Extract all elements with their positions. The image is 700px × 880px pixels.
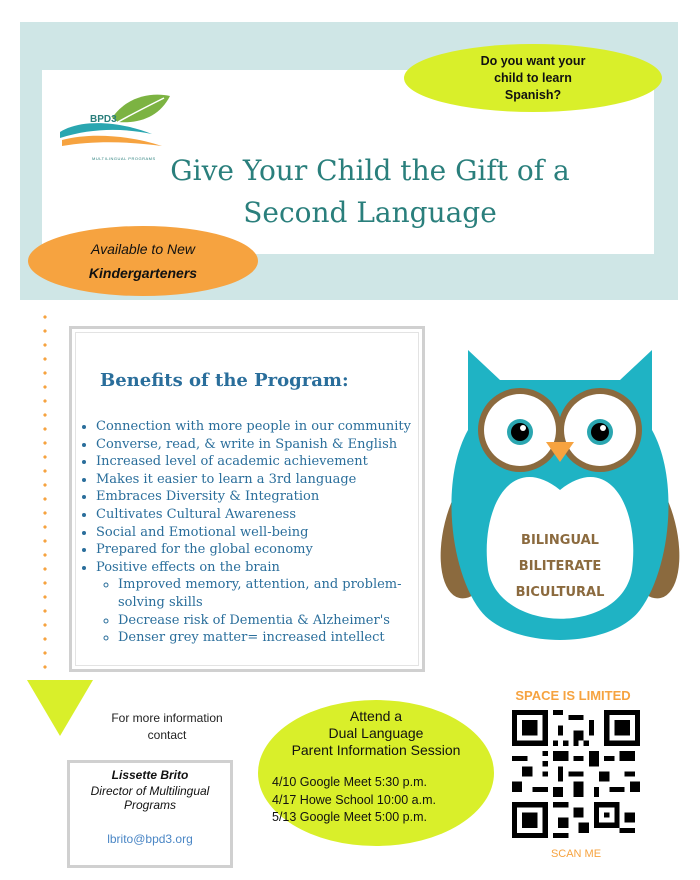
benefit-item: • Embraces Diversity & Integration [96, 488, 446, 506]
title-line1: Give Your Child the Gift of a [170, 154, 570, 187]
owl-line3: BICULTURAL [515, 585, 605, 600]
title-line2: Second Language [243, 196, 497, 229]
session-title [258, 708, 494, 759]
contact-email-link[interactable]: lbrito@bpd3.org [107, 832, 193, 846]
session-line2: Dual Language [328, 725, 424, 741]
scan-me-caption: SCAN ME [550, 848, 602, 860]
space-limited-heading: SPACE IS LIMITED [515, 688, 631, 703]
availability-bubble [28, 226, 258, 296]
session-dates [272, 774, 436, 827]
benefit-subitem: ◦ Decrease risk of Dementia & Alzheimer's [118, 612, 446, 630]
dotted-line [41, 310, 49, 670]
contact-intro: For more information contact [111, 711, 223, 742]
logo-tagline: MULTILINGUAL PROGRAMS [92, 156, 156, 161]
owl-line2: BILITERATE [518, 559, 602, 574]
benefit-item: • Cultivates Cultural Awareness [96, 506, 446, 524]
benefit-subitem: ◦ Denser grey matter= increased intellect [118, 629, 446, 647]
contact-role: Director of Multilingual Programs [90, 784, 210, 812]
session-line3: Parent Information Session [291, 742, 461, 758]
benefit-item: • Connection with more people in our community [96, 418, 446, 436]
session-date: 5/13 Google Meet 5:00 p.m. [272, 810, 427, 824]
benefit-item: • Makes it easier to learn a 3rd language [96, 471, 446, 489]
session-date: 4/17 Howe School 10:00 a.m. [272, 792, 436, 807]
logo-text: BPD3 [90, 114, 117, 125]
owl-line1: BILINGUAL [521, 533, 599, 548]
question-bubble [404, 44, 662, 112]
benefit-item: • Prepared for the global economy [96, 541, 446, 559]
benefit-item: • Increased level of academic achievement [96, 453, 446, 471]
contact-name: Lissette Brito [111, 768, 189, 782]
benefit-subitem: ◦ Improved memory, attention, and problem-solving skills [118, 576, 446, 611]
owl-illustration [440, 340, 680, 660]
question-text: Do you want your child to learn Spanish? [480, 53, 586, 102]
benefits-title: Benefits of the Program: [100, 370, 349, 391]
qr-code[interactable] [512, 710, 640, 838]
benefit-item-text: Positive effects on the brain [96, 559, 280, 575]
benefit-item: • Converse, read, & write in Spanish & English [96, 436, 446, 454]
benefit-item [96, 559, 446, 647]
session-line1: Attend a [349, 708, 403, 724]
arrow-down-icon [27, 680, 93, 736]
benefit-sublist [96, 576, 446, 646]
availability-line1: Available to New [90, 241, 196, 257]
benefits-list [78, 418, 446, 647]
session-date: 4/10 Google Meet 5:30 p.m. [272, 775, 427, 789]
page-title [160, 150, 580, 234]
benefit-item: • Social and Emotional well-being [96, 524, 446, 542]
availability-line2: Kindergarteners [88, 265, 198, 281]
